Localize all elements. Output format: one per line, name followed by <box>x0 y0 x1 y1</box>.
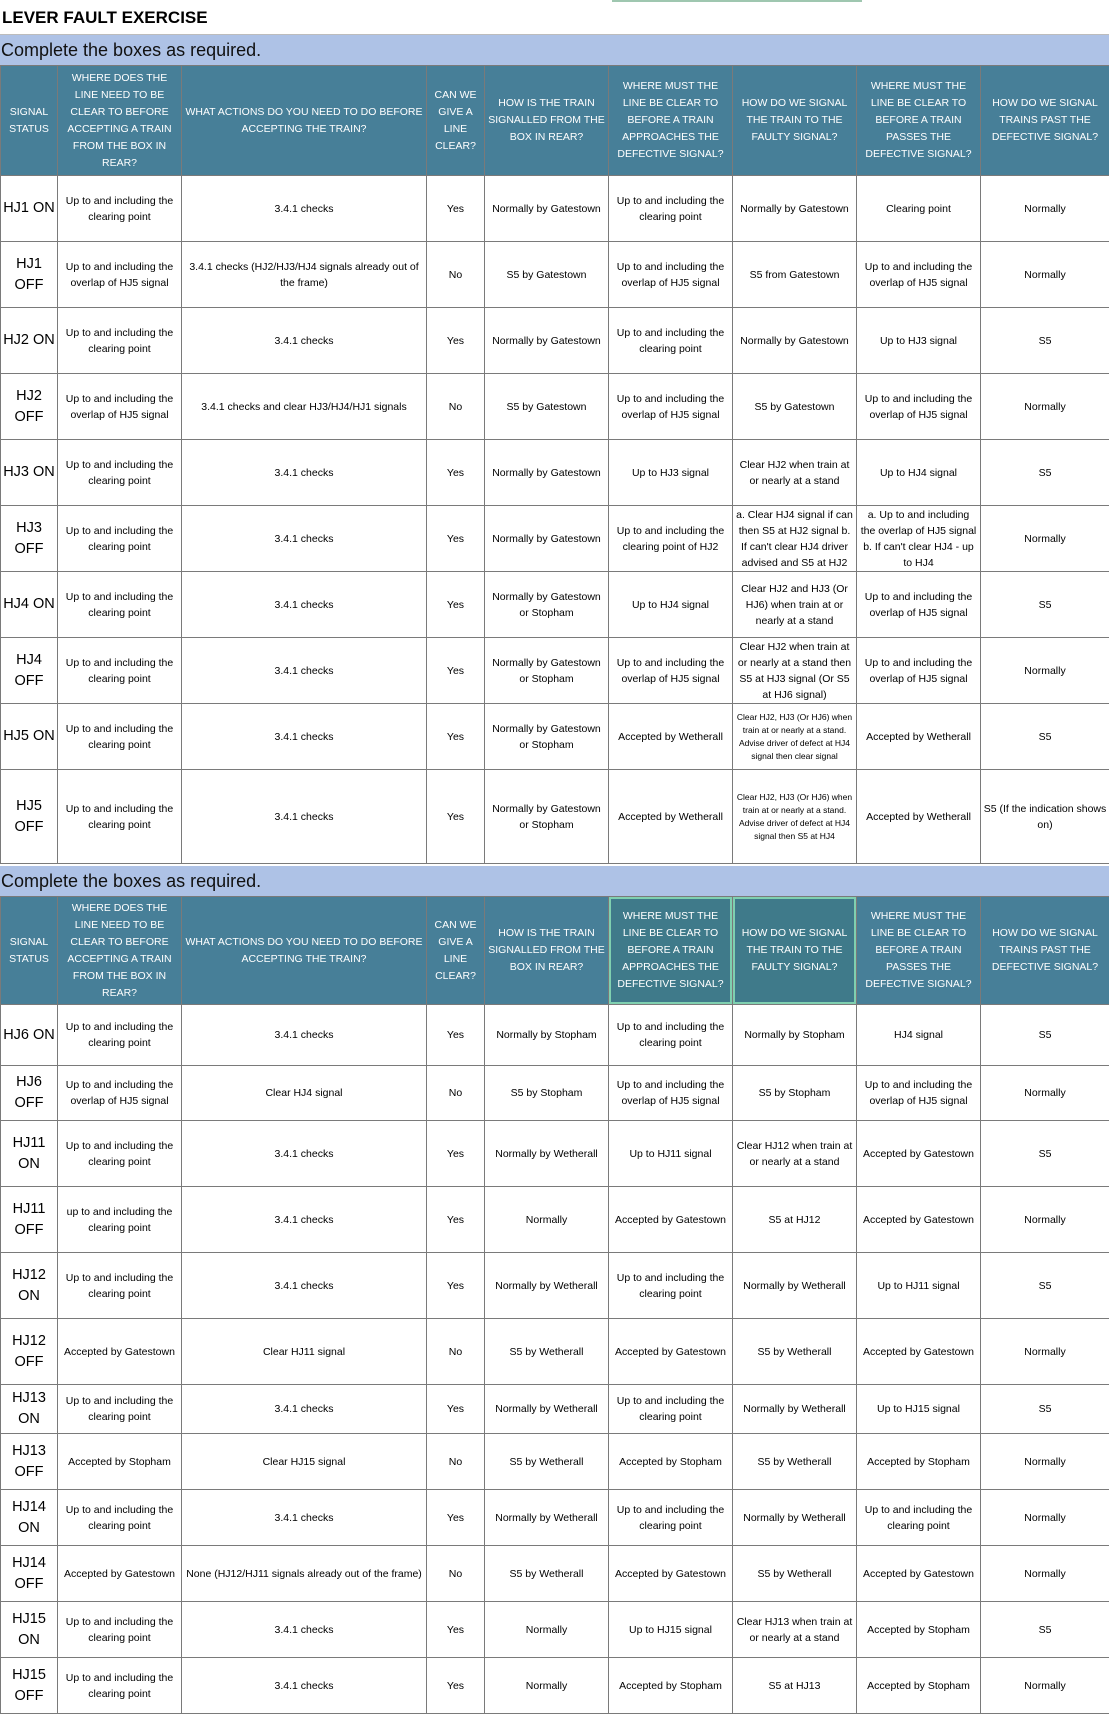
cell-signal-to-faulty[interactable]: S5 by Wetherall <box>733 1319 857 1385</box>
header-signal-to-faulty: HOW DO WE SIGNAL THE TRAIN TO THE FAULTY SIGNAL? <box>733 66 857 176</box>
header-clear-before-passing: WHERE MUST THE LINE BE CLEAR TO BEFORE A TRAIN PASSES THE DEFECTIVE SIGNAL? <box>857 66 981 176</box>
cell-signal-past-defective[interactable]: S5 <box>981 1385 1109 1434</box>
cell-clear-before-passing[interactable]: Up to and including the overlap of HJ5 signal <box>857 638 981 704</box>
cell-signalled-from-rear[interactable]: Normally by Wetherall <box>485 1121 609 1187</box>
cell-signalled-from-rear[interactable]: Normally <box>485 1187 609 1253</box>
cell-signal-past-defective[interactable]: S5 <box>981 1005 1109 1066</box>
cell-signal-past-defective[interactable]: Normally <box>981 242 1109 308</box>
cell-clear-before-approach[interactable]: Up to and including the clearing point <box>609 1385 733 1434</box>
cell-signal-to-faulty[interactable]: Clear HJ2 when train at or nearly at a stand then S5 at HJ3 signal (Or S5 at HJ6 signal) <box>733 638 857 704</box>
cell-signal-to-faulty[interactable]: S5 by Stopham <box>733 1066 857 1121</box>
table-row <box>1 704 1109 770</box>
cell-clear-before-accepting[interactable]: Accepted by Gatestown <box>58 1546 182 1602</box>
cell-signal-past-defective[interactable]: Normally <box>981 1187 1109 1253</box>
cell-actions-before-accepting[interactable]: 3.4.1 checks <box>182 704 427 770</box>
exercise-table-2 <box>0 896 1109 1714</box>
cell-signal-past-defective[interactable]: Normally <box>981 1066 1109 1121</box>
cell-signal-to-faulty[interactable]: Clear HJ12 when train at or nearly at a stand <box>733 1121 857 1187</box>
table-row <box>1 1490 1109 1546</box>
table-row <box>1 308 1109 374</box>
cell-clear-before-passing[interactable]: Up to and including the overlap of HJ5 signal <box>857 572 981 638</box>
cell-clear-before-accepting[interactable]: Up to and including the clearing point <box>58 176 182 242</box>
table-row <box>1 1187 1109 1253</box>
cell-signal-past-defective[interactable]: S5 <box>981 572 1109 638</box>
cell-signal-past-defective[interactable]: S5 <box>981 704 1109 770</box>
header-line-clear: CAN WE GIVE A LINE CLEAR? <box>427 66 485 176</box>
cell-line-clear[interactable]: Yes <box>427 308 485 374</box>
header-line-clear: CAN WE GIVE A LINE CLEAR? <box>427 897 485 1005</box>
exercise-table-1 <box>0 65 1109 864</box>
table-row <box>1 1385 1109 1434</box>
cell-signal-status[interactable]: HJ5 ON <box>1 704 58 770</box>
header-clear-before-accepting: WHERE DOES THE LINE NEED TO BE CLEAR TO BEFORE ACCEPTING A TRAIN FROM THE BOX IN REAR? <box>58 66 182 176</box>
cell-signal-past-defective[interactable]: S5 <box>981 440 1109 506</box>
cell-clear-before-accepting[interactable]: Up to and including the overlap of HJ5 signal <box>58 374 182 440</box>
cell-signal-status[interactable]: HJ15 OFF <box>1 1658 58 1714</box>
table-row <box>1 506 1109 572</box>
cell-signal-status[interactable]: HJ4 OFF <box>1 638 58 704</box>
cell-actions-before-accepting[interactable]: 3.4.1 checks (HJ2/HJ3/HJ4 signals already out of the frame) <box>182 242 427 308</box>
cell-signal-to-faulty[interactable]: S5 by Wetherall <box>733 1434 857 1490</box>
cell-clear-before-approach[interactable]: Up to HJ15 signal <box>609 1602 733 1658</box>
cell-signal-to-faulty[interactable]: Normally by Wetherall <box>733 1385 857 1434</box>
cell-clear-before-approach[interactable]: Accepted by Wetherall <box>609 770 733 864</box>
cell-clear-before-passing[interactable]: Accepted by Stopham <box>857 1434 981 1490</box>
cell-signal-status[interactable]: HJ13 OFF <box>1 1434 58 1490</box>
cell-clear-before-passing[interactable]: Up to and including the overlap of HJ5 signal <box>857 374 981 440</box>
cell-signalled-from-rear[interactable]: S5 by Stopham <box>485 1066 609 1121</box>
cell-clear-before-approach[interactable]: Up to HJ3 signal <box>609 440 733 506</box>
cell-signal-past-defective[interactable]: Normally <box>981 506 1109 572</box>
cell-clear-before-approach[interactable]: Accepted by Stopham <box>609 1434 733 1490</box>
cell-clear-before-passing[interactable]: Accepted by Gatestown <box>857 1187 981 1253</box>
cell-signal-status[interactable]: HJ13 ON <box>1 1385 58 1434</box>
cell-signalled-from-rear[interactable]: Normally by Gatestown or Stopham <box>485 638 609 704</box>
cell-signal-status[interactable]: HJ11 OFF <box>1 1187 58 1253</box>
cell-clear-before-accepting[interactable]: Up to and including the overlap of HJ5 signal <box>58 242 182 308</box>
cell-actions-before-accepting[interactable]: 3.4.1 checks <box>182 1490 427 1546</box>
header-actions-before-accepting: WHAT ACTIONS DO YOU NEED TO DO BEFORE ACCEPTING THE TRAIN? <box>182 897 427 1005</box>
cell-clear-before-passing[interactable]: Up to and including the overlap of HJ5 signal <box>857 1066 981 1121</box>
cell-clear-before-passing[interactable]: Up to and including the overlap of HJ5 signal <box>857 242 981 308</box>
header-signal-to-faulty: HOW DO WE SIGNAL THE TRAIN TO THE FAULTY SIGNAL? <box>733 897 857 1005</box>
cell-clear-before-passing[interactable]: Up to HJ3 signal <box>857 308 981 374</box>
cell-signal-past-defective[interactable]: Normally <box>981 374 1109 440</box>
cell-clear-before-passing[interactable]: Accepted by Wetherall <box>857 770 981 864</box>
cell-clear-before-accepting[interactable]: Up to and including the clearing point <box>58 506 182 572</box>
cell-clear-before-approach[interactable]: Up to HJ11 signal <box>609 1121 733 1187</box>
cell-line-clear[interactable]: Yes <box>427 176 485 242</box>
header-clear-before-approach: WHERE MUST THE LINE BE CLEAR TO BEFORE A TRAIN APPROACHES THE DEFECTIVE SIGNAL? <box>609 897 733 1005</box>
cell-clear-before-passing[interactable]: Accepted by Wetherall <box>857 704 981 770</box>
cell-signal-to-faulty[interactable]: Normally by Gatestown <box>733 176 857 242</box>
cell-signal-status[interactable]: HJ5 OFF <box>1 770 58 864</box>
cell-line-clear[interactable]: Yes <box>427 1187 485 1253</box>
cell-signal-past-defective[interactable]: Normally <box>981 1490 1109 1546</box>
table-row <box>1 638 1109 704</box>
header-signalled-from-rear: HOW IS THE TRAIN SIGNALLED FROM THE BOX IN REAR? <box>485 66 609 176</box>
cell-clear-before-approach[interactable]: Up to and including the overlap of HJ5 signal <box>609 638 733 704</box>
header-clear-before-approach: WHERE MUST THE LINE BE CLEAR TO BEFORE A TRAIN APPROACHES THE DEFECTIVE SIGNAL? <box>609 66 733 176</box>
cell-actions-before-accepting[interactable]: 3.4.1 checks <box>182 506 427 572</box>
cell-clear-before-approach[interactable]: Accepted by Stopham <box>609 1658 733 1714</box>
cell-signal-past-defective[interactable]: S5 <box>981 1253 1109 1319</box>
table-row <box>1 770 1109 864</box>
section-banner-2: Complete the boxes as required. <box>0 866 1109 896</box>
table-row <box>1 1546 1109 1602</box>
cell-actions-before-accepting[interactable]: Clear HJ11 signal <box>182 1319 427 1385</box>
cell-signalled-from-rear[interactable]: S5 by Wetherall <box>485 1546 609 1602</box>
cell-signal-past-defective[interactable]: Normally <box>981 176 1109 242</box>
cell-clear-before-approach[interactable]: Up to and including the clearing point <box>609 176 733 242</box>
cell-signal-status[interactable]: HJ14 ON <box>1 1490 58 1546</box>
cell-signal-to-faulty[interactable]: S5 by Gatestown <box>733 374 857 440</box>
cell-line-clear[interactable]: No <box>427 1546 485 1602</box>
cell-signal-past-defective[interactable]: Normally <box>981 1434 1109 1490</box>
cell-clear-before-approach[interactable]: Up to and including the clearing point <box>609 1490 733 1546</box>
cell-clear-before-accepting[interactable]: Up to and including the clearing point <box>58 1658 182 1714</box>
cell-clear-before-accepting[interactable]: Up to and including the clearing point <box>58 1602 182 1658</box>
header-signal-past-defective: HOW DO WE SIGNAL TRAINS PAST THE DEFECTIVE SIGNAL? <box>981 897 1109 1005</box>
cell-line-clear[interactable]: Yes <box>427 1385 485 1434</box>
cell-signalled-from-rear[interactable]: Normally <box>485 1658 609 1714</box>
cell-clear-before-accepting[interactable]: Up to and including the clearing point <box>58 1005 182 1066</box>
cell-clear-before-accepting[interactable]: Up to and including the clearing point <box>58 770 182 864</box>
cell-clear-before-accepting[interactable]: Up to and including the clearing point <box>58 308 182 374</box>
table-row <box>1 1658 1109 1714</box>
cell-line-clear[interactable]: Yes <box>427 770 485 864</box>
cell-line-clear[interactable]: No <box>427 1066 485 1121</box>
cell-actions-before-accepting[interactable]: 3.4.1 checks <box>182 440 427 506</box>
cell-clear-before-approach[interactable]: Up to and including the overlap of HJ5 signal <box>609 1066 733 1121</box>
cell-clear-before-approach[interactable]: Up to and including the overlap of HJ5 signal <box>609 242 733 308</box>
cell-signalled-from-rear[interactable]: Normally by Gatestown <box>485 506 609 572</box>
cell-signalled-from-rear[interactable]: Normally by Gatestown or Stopham <box>485 572 609 638</box>
cell-signal-to-faulty[interactable]: Clear HJ13 when train at or nearly at a stand <box>733 1602 857 1658</box>
cell-signal-status[interactable]: HJ14 OFF <box>1 1546 58 1602</box>
cell-signal-past-defective[interactable]: S5 <box>981 308 1109 374</box>
cell-actions-before-accepting[interactable]: 3.4.1 checks <box>182 308 427 374</box>
cell-signalled-from-rear[interactable]: S5 by Wetherall <box>485 1434 609 1490</box>
cell-signal-status[interactable]: HJ3 ON <box>1 440 58 506</box>
cell-clear-before-accepting[interactable]: Up to and including the clearing point <box>58 440 182 506</box>
table-row <box>1 1319 1109 1385</box>
header-actions-before-accepting: WHAT ACTIONS DO YOU NEED TO DO BEFORE ACCEPTING THE TRAIN? <box>182 66 427 176</box>
cell-line-clear[interactable]: No <box>427 374 485 440</box>
cell-actions-before-accepting[interactable]: 3.4.1 checks <box>182 1005 427 1066</box>
header-signalled-from-rear: HOW IS THE TRAIN SIGNALLED FROM THE BOX IN REAR? <box>485 897 609 1005</box>
table-row <box>1 242 1109 308</box>
cell-actions-before-accepting[interactable]: None (HJ12/HJ11 signals already out of the frame) <box>182 1546 427 1602</box>
cell-clear-before-passing[interactable]: Accepted by Stopham <box>857 1602 981 1658</box>
cell-actions-before-accepting[interactable]: 3.4.1 checks <box>182 1385 427 1434</box>
cell-actions-before-accepting[interactable]: 3.4.1 checks <box>182 1253 427 1319</box>
cell-clear-before-accepting[interactable]: Up to and including the clearing point <box>58 1490 182 1546</box>
cell-actions-before-accepting[interactable]: 3.4.1 checks <box>182 1658 427 1714</box>
cell-clear-before-passing[interactable]: Accepted by Gatestown <box>857 1121 981 1187</box>
cell-signal-status[interactable]: HJ6 OFF <box>1 1066 58 1121</box>
cell-signalled-from-rear[interactable]: Normally by Gatestown <box>485 440 609 506</box>
cell-clear-before-approach[interactable]: Up to and including the clearing point <box>609 308 733 374</box>
cell-clear-before-passing[interactable]: a. Up to and including the overlap of HJ5 signal b. If can't clear HJ4 - up to HJ4 <box>857 506 981 572</box>
cell-actions-before-accepting[interactable]: Clear HJ15 signal <box>182 1434 427 1490</box>
cell-actions-before-accepting[interactable]: 3.4.1 checks <box>182 638 427 704</box>
cell-actions-before-accepting[interactable]: 3.4.1 checks <box>182 1187 427 1253</box>
cell-actions-before-accepting[interactable]: 3.4.1 checks <box>182 1602 427 1658</box>
table-row <box>1 1066 1109 1121</box>
cell-signalled-from-rear[interactable]: Normally by Gatestown <box>485 176 609 242</box>
cell-signal-past-defective[interactable]: Normally <box>981 1546 1109 1602</box>
cell-signal-status[interactable]: HJ15 ON <box>1 1602 58 1658</box>
cell-signal-to-faulty[interactable]: Normally by Wetherall <box>733 1253 857 1319</box>
cell-clear-before-accepting[interactable]: Accepted by Stopham <box>58 1434 182 1490</box>
cell-clear-before-accepting[interactable]: Up to and including the clearing point <box>58 638 182 704</box>
cell-line-clear[interactable]: Yes <box>427 572 485 638</box>
cell-line-clear[interactable]: Yes <box>427 1602 485 1658</box>
cell-line-clear[interactable]: Yes <box>427 1005 485 1066</box>
cell-signalled-from-rear[interactable]: Normally by Wetherall <box>485 1253 609 1319</box>
section-banner-1: Complete the boxes as required. <box>0 35 1109 65</box>
table-row <box>1 1434 1109 1490</box>
cell-clear-before-accepting[interactable]: Up to and including the clearing point <box>58 704 182 770</box>
cell-signal-status[interactable]: HJ11 ON <box>1 1121 58 1187</box>
cell-line-clear[interactable]: Yes <box>427 440 485 506</box>
cell-line-clear[interactable]: No <box>427 1319 485 1385</box>
cell-clear-before-approach[interactable]: Accepted by Gatestown <box>609 1319 733 1385</box>
cell-actions-before-accepting[interactable]: 3.4.1 checks and clear HJ3/HJ4/HJ1 signals <box>182 374 427 440</box>
cell-clear-before-approach[interactable]: Up to HJ4 signal <box>609 572 733 638</box>
table-row <box>1 572 1109 638</box>
cell-signal-status[interactable]: HJ2 ON <box>1 308 58 374</box>
cell-signal-to-faulty[interactable]: S5 at HJ13 <box>733 1658 857 1714</box>
cell-signal-to-faulty[interactable]: a. Clear HJ4 signal if can then S5 at HJ2 signal b. If can't clear HJ4 driver advised and S5 at HJ2 <box>733 506 857 572</box>
cell-clear-before-passing[interactable]: Accepted by Gatestown <box>857 1319 981 1385</box>
cell-signalled-from-rear[interactable]: S5 by Gatestown <box>485 242 609 308</box>
cell-clear-before-passing[interactable]: Up to HJ11 signal <box>857 1253 981 1319</box>
header-signal-status: SIGNAL STATUS <box>1 66 58 176</box>
cell-clear-before-accepting[interactable]: Accepted by Gatestown <box>58 1319 182 1385</box>
cell-signal-to-faulty[interactable]: S5 from Gatestown <box>733 242 857 308</box>
cell-signal-to-faulty[interactable]: Normally by Gatestown <box>733 308 857 374</box>
cell-clear-before-accepting[interactable]: Up to and including the clearing point <box>58 572 182 638</box>
cell-actions-before-accepting[interactable]: Clear HJ4 signal <box>182 1066 427 1121</box>
cell-signalled-from-rear[interactable]: S5 by Wetherall <box>485 1319 609 1385</box>
cell-signal-to-faulty[interactable]: Clear HJ2 when train at or nearly at a stand <box>733 440 857 506</box>
cell-signalled-from-rear[interactable]: Normally by Gatestown or Stopham <box>485 770 609 864</box>
header-row <box>1 897 1109 1005</box>
table-row <box>1 176 1109 242</box>
table-row <box>1 440 1109 506</box>
cell-clear-before-approach[interactable]: Accepted by Gatestown <box>609 1546 733 1602</box>
cell-line-clear[interactable]: Yes <box>427 1121 485 1187</box>
table-row <box>1 1253 1109 1319</box>
header-row <box>1 66 1109 176</box>
cell-actions-before-accepting[interactable]: 3.4.1 checks <box>182 572 427 638</box>
sheet-title: LEVER FAULT EXERCISE <box>0 0 1109 35</box>
cell-clear-before-passing[interactable]: Clearing point <box>857 176 981 242</box>
cell-line-clear[interactable]: Yes <box>427 704 485 770</box>
cell-signal-status[interactable]: HJ4 ON <box>1 572 58 638</box>
cell-signalled-from-rear[interactable]: Normally by Wetherall <box>485 1490 609 1546</box>
cell-signal-status[interactable]: HJ1 OFF <box>1 242 58 308</box>
header-signal-past-defective: HOW DO WE SIGNAL TRAINS PAST THE DEFECTIVE SIGNAL? <box>981 66 1109 176</box>
cell-clear-before-passing[interactable]: Accepted by Stopham <box>857 1658 981 1714</box>
cell-line-clear[interactable]: Yes <box>427 638 485 704</box>
cell-clear-before-approach[interactable]: Up to and including the clearing point <box>609 1253 733 1319</box>
cell-line-clear[interactable]: No <box>427 1434 485 1490</box>
cell-clear-before-accepting[interactable]: up to and including the clearing point <box>58 1187 182 1253</box>
header-clear-before-passing: WHERE MUST THE LINE BE CLEAR TO BEFORE A TRAIN PASSES THE DEFECTIVE SIGNAL? <box>857 897 981 1005</box>
header-signal-status: SIGNAL STATUS <box>1 897 58 1005</box>
cell-clear-before-accepting[interactable]: Up to and including the overlap of HJ5 signal <box>58 1066 182 1121</box>
cell-line-clear[interactable]: Yes <box>427 1490 485 1546</box>
cell-signalled-from-rear[interactable]: Normally by Wetherall <box>485 1385 609 1434</box>
cell-actions-before-accepting[interactable]: 3.4.1 checks <box>182 1121 427 1187</box>
cell-clear-before-approach[interactable]: Accepted by Gatestown <box>609 1187 733 1253</box>
cell-clear-before-accepting[interactable]: Up to and including the clearing point <box>58 1253 182 1319</box>
cell-signal-past-defective[interactable]: Normally <box>981 638 1109 704</box>
cell-signal-to-faulty[interactable]: Normally by Stopham <box>733 1005 857 1066</box>
cell-signal-past-defective[interactable]: S5 <box>981 1602 1109 1658</box>
cell-clear-before-passing[interactable]: HJ4 signal <box>857 1005 981 1066</box>
cell-signal-to-faulty[interactable]: S5 at HJ12 <box>733 1187 857 1253</box>
cell-line-clear[interactable]: No <box>427 242 485 308</box>
cell-signalled-from-rear[interactable]: Normally by Stopham <box>485 1005 609 1066</box>
cell-clear-before-approach[interactable]: Accepted by Wetherall <box>609 704 733 770</box>
cell-signal-to-faulty[interactable]: Clear HJ2, HJ3 (Or HJ6) when train at or nearly at a stand. Advise driver of defect at HJ4 signal then S5 at HJ4 <box>733 770 857 864</box>
cell-signal-status[interactable]: HJ3 OFF <box>1 506 58 572</box>
cell-actions-before-accepting[interactable]: 3.4.1 checks <box>182 770 427 864</box>
table-row <box>1 1005 1109 1066</box>
cell-signal-to-faulty[interactable]: Clear HJ2, HJ3 (Or HJ6) when train at or nearly at a stand. Advise driver of defect at HJ4 signal then clear signal <box>733 704 857 770</box>
cell-signal-status[interactable]: HJ12 OFF <box>1 1319 58 1385</box>
cell-clear-before-passing[interactable]: Up to HJ15 signal <box>857 1385 981 1434</box>
cell-line-clear[interactable]: Yes <box>427 506 485 572</box>
cell-signalled-from-rear[interactable]: S5 by Gatestown <box>485 374 609 440</box>
cell-signal-past-defective[interactable]: Normally <box>981 1658 1109 1714</box>
cell-signal-to-faulty[interactable]: S5 by Wetherall <box>733 1546 857 1602</box>
table-row <box>1 374 1109 440</box>
cell-signal-to-faulty[interactable]: Clear HJ2 and HJ3 (Or HJ6) when train at or nearly at a stand <box>733 572 857 638</box>
cell-clear-before-passing[interactable]: Accepted by Gatestown <box>857 1546 981 1602</box>
cell-signalled-from-rear[interactable]: Normally by Gatestown or Stopham <box>485 704 609 770</box>
cell-signal-status[interactable]: HJ2 OFF <box>1 374 58 440</box>
table-row <box>1 1121 1109 1187</box>
table-row <box>1 1602 1109 1658</box>
cell-signal-past-defective[interactable]: S5 <box>981 1121 1109 1187</box>
cell-clear-before-approach[interactable]: Up to and including the overlap of HJ5 signal <box>609 374 733 440</box>
cell-clear-before-accepting[interactable]: Up to and including the clearing point <box>58 1385 182 1434</box>
cell-signal-status[interactable]: HJ6 ON <box>1 1005 58 1066</box>
cell-clear-before-approach[interactable]: Up to and including the clearing point <box>609 1005 733 1066</box>
cell-signalled-from-rear[interactable]: Normally <box>485 1602 609 1658</box>
cell-actions-before-accepting[interactable]: 3.4.1 checks <box>182 176 427 242</box>
title-divider <box>612 0 862 2</box>
cell-signalled-from-rear[interactable]: Normally by Gatestown <box>485 308 609 374</box>
cell-signal-status[interactable]: HJ1 ON <box>1 176 58 242</box>
header-clear-before-accepting: WHERE DOES THE LINE NEED TO BE CLEAR TO BEFORE ACCEPTING A TRAIN FROM THE BOX IN REAR? <box>58 897 182 1005</box>
cell-clear-before-passing[interactable]: Up to HJ4 signal <box>857 440 981 506</box>
cell-clear-before-passing[interactable]: Up to and including the clearing point <box>857 1490 981 1546</box>
cell-signal-to-faulty[interactable]: Normally by Wetherall <box>733 1490 857 1546</box>
cell-signal-past-defective[interactable]: S5 (If the indication shows on) <box>981 770 1109 864</box>
cell-clear-before-approach[interactable]: Up to and including the clearing point of HJ2 <box>609 506 733 572</box>
cell-signal-past-defective[interactable]: Normally <box>981 1319 1109 1385</box>
cell-line-clear[interactable]: Yes <box>427 1253 485 1319</box>
cell-signal-status[interactable]: HJ12 ON <box>1 1253 58 1319</box>
cell-clear-before-accepting[interactable]: Up to and including the clearing point <box>58 1121 182 1187</box>
cell-line-clear[interactable]: Yes <box>427 1658 485 1714</box>
